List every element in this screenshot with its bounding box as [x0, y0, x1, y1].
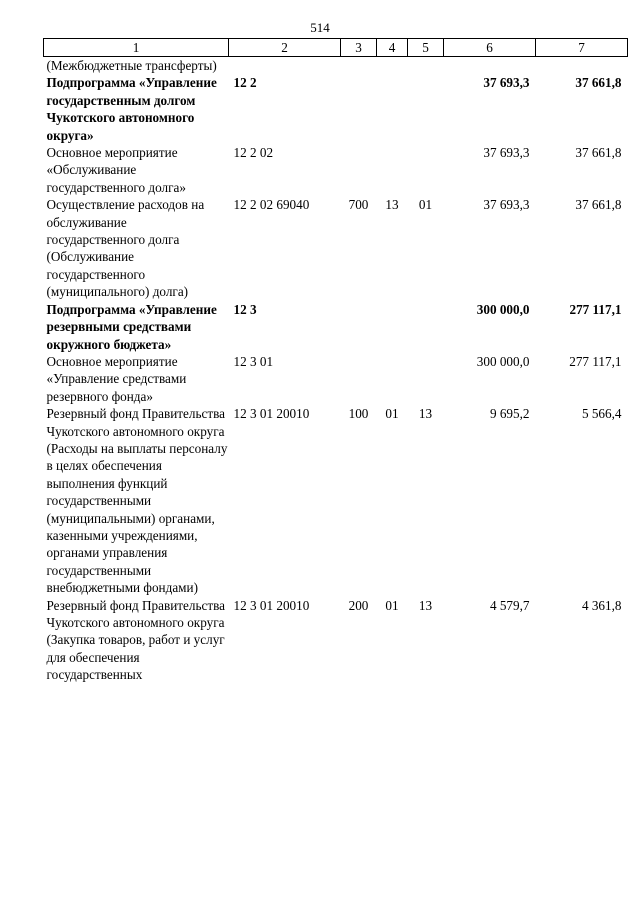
- row-name: Подпрограмма «Управление резервными средствами окружного бюджета»: [46, 301, 217, 352]
- row-name: Резервный фонд Правительства Чукотского автономного округа (Закупка товаров, работ и услуг для обеспечения государственных: [46, 597, 226, 683]
- table-row: [44, 144, 628, 196]
- row-value-planned: [444, 57, 536, 75]
- row-expense-type: [341, 144, 377, 196]
- row-section: [377, 301, 408, 353]
- row-section: [377, 57, 408, 75]
- header-row: [44, 39, 628, 57]
- row-name: (Межбюджетные трансферты): [46, 58, 217, 73]
- row-value-executed: 37 661,8: [575, 75, 622, 91]
- row-value-executed: [536, 57, 628, 75]
- table-row: [44, 405, 628, 596]
- row-subsection: [408, 301, 444, 353]
- row-value-planned: 300 000,0: [476, 301, 530, 317]
- row-subsection: [408, 144, 444, 196]
- row-expense-type: 200: [348, 597, 369, 613]
- table-row: [44, 597, 628, 684]
- row-value-planned: 37 693,3: [483, 197, 530, 213]
- row-expense-type: [341, 301, 377, 353]
- row-section: 01: [385, 406, 399, 422]
- row-name: Основное мероприятие «Обслуживание государственного долга»: [46, 145, 186, 195]
- row-code: 12 3 01: [233, 353, 274, 369]
- row-code: 12 3 01 20010: [233, 597, 310, 613]
- column-header-4: 4: [377, 39, 408, 57]
- row-name: Резервный фонд Правительства Чукотского автономного округа (Расходы на выплаты персоналу в целях обеспечения выполнения функций государственными (муниципальными) органами, казенными учреждениями, органами управления государственными внебюджетными фондами): [46, 406, 228, 596]
- page-number: 514: [310, 20, 330, 35]
- column-header-3: 3: [341, 39, 377, 57]
- row-value-planned: 37 693,3: [483, 145, 530, 161]
- row-code: 12 2 02 69040: [233, 197, 310, 213]
- row-subsection: [408, 57, 444, 75]
- row-subsection: 13: [418, 406, 433, 422]
- table-body: [44, 57, 628, 684]
- row-code: 12 3: [233, 301, 257, 317]
- row-expense-type: [341, 74, 377, 144]
- row-section: 01: [385, 597, 399, 613]
- table-row: [44, 301, 628, 353]
- row-expense-type: 700: [348, 197, 369, 213]
- row-section: 13: [385, 197, 399, 213]
- row-expense-type: [341, 57, 377, 75]
- table-row: [44, 74, 628, 144]
- row-section: [377, 144, 408, 196]
- row-code: 12 2: [233, 75, 257, 91]
- row-section: [377, 74, 408, 144]
- row-value-planned: 37 693,3: [483, 75, 530, 91]
- row-value-executed: 277 117,1: [569, 301, 622, 317]
- row-value-executed: 37 661,8: [575, 197, 622, 213]
- table-row: [44, 57, 628, 75]
- column-header-6: 6: [444, 39, 536, 57]
- budget-table: [43, 38, 628, 684]
- row-name: Осуществление расходов на обслуживание государственного долга (Обслуживание государственного (муниципального) долга): [46, 197, 205, 300]
- column-header-7: 7: [536, 39, 628, 57]
- row-code: [229, 57, 341, 75]
- row-value-executed: 37 661,8: [575, 145, 622, 161]
- column-header-2: 2: [229, 39, 341, 57]
- row-value-executed: 5 566,4: [581, 406, 622, 422]
- row-subsection: [408, 74, 444, 144]
- row-code: 12 3 01 20010: [233, 406, 310, 422]
- column-header-5: 5: [408, 39, 444, 57]
- column-header-1: 1: [44, 39, 229, 57]
- row-subsection: [408, 353, 444, 405]
- table-row: [44, 196, 628, 300]
- row-value-planned: 9 695,2: [489, 406, 530, 422]
- table-header: [44, 39, 628, 57]
- row-value-planned: 300 000,0: [476, 353, 530, 369]
- row-code: 12 2 02: [233, 145, 274, 161]
- row-subsection: 01: [418, 197, 433, 213]
- row-value-planned: 4 579,7: [489, 597, 530, 613]
- row-value-executed: 277 117,1: [569, 353, 622, 369]
- row-value-executed: 4 361,8: [581, 597, 622, 613]
- table-row: [44, 353, 628, 405]
- row-section: [377, 353, 408, 405]
- row-expense-type: [341, 353, 377, 405]
- row-name: Подпрограмма «Управление государственным долгом Чукотского автономного округа»: [46, 75, 217, 143]
- row-name: Основное мероприятие «Управление средствами резервного фонда»: [46, 353, 187, 404]
- row-expense-type: 100: [348, 406, 369, 422]
- row-subsection: 13: [418, 597, 433, 613]
